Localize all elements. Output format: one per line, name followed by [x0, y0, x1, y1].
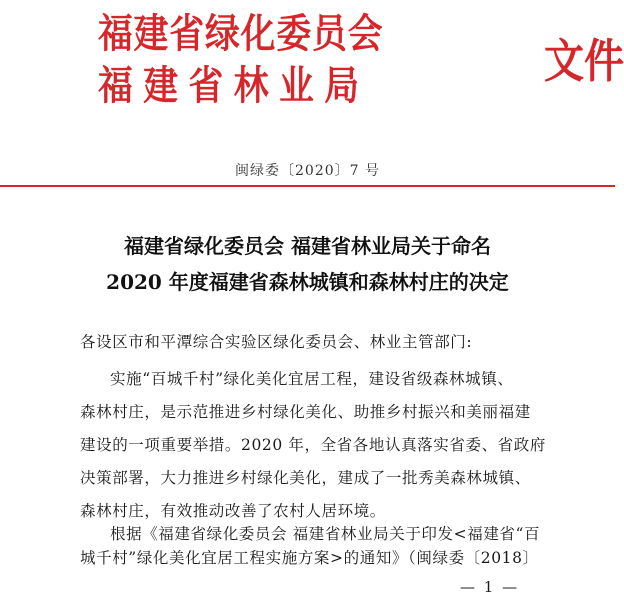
page-number: — 1 —	[460, 578, 520, 596]
masthead-issuer-2: 福建省林业局	[98, 63, 370, 109]
paragraph-1-line: 森林村庄，是示范推进乡村绿化美化、助推乡村振兴和美丽福建	[80, 403, 531, 421]
masthead-issuer-1: 福建省绿化委员会	[98, 11, 384, 57]
red-divider-line	[0, 185, 615, 187]
paragraph-1-line: 建设的一项重要举措。2020 年，全省各地认真落实省委、省政府	[80, 436, 546, 454]
paragraph-2-line: 城千村”绿化美化宜居工程实施方案>的通知》（闽绿委〔2018〕	[80, 549, 539, 567]
document-title-line-1: 福建省绿化委员会 福建省林业局关于命名	[124, 234, 491, 258]
document-title-line-2: 2020 年度福建省森林城镇和森林村庄的决定	[106, 270, 509, 294]
paragraph-1-line: 决策部署，大力推进乡村绿化美化，建成了一批秀美森林城镇、	[80, 469, 531, 487]
paragraph-2-line: 根据《福建省绿化委员会 福建省林业局关于印发<福建省“百	[110, 525, 541, 543]
addressee: 各设区市和平潭综合实验区绿化委员会、林业主管部门:	[80, 333, 473, 351]
paragraph-1-line: 森林村庄，有效推动改善了农村人居环境。	[80, 502, 386, 520]
masthead-suffix: 文件	[544, 34, 624, 88]
document-number: 闽绿委〔2020〕7 号	[235, 163, 380, 179]
paragraph-1-line: 实施“百城千村”绿化美化宜居工程，建设省级森林城镇、	[110, 370, 514, 388]
